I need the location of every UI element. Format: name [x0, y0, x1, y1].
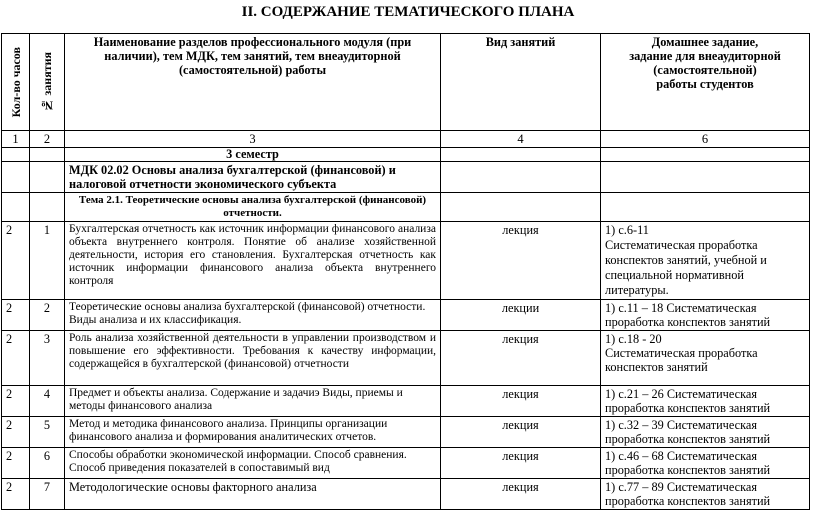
table-row — [2, 300, 810, 331]
header-homework: Домашнее задание, задание для внеаудиторной (самостоятельной) работы студентов — [601, 34, 810, 131]
row-homework: 1) с.11 – 18 Систематическая проработка конспектов занятий — [601, 300, 810, 331]
row-content: Методологические основы факторного анализа — [65, 479, 441, 510]
row-type: лекция — [441, 448, 601, 479]
table-row — [2, 417, 810, 448]
topic-title: Тема 2.1. Теоретические основы анализа бухгалтерской (финансовой) отчетности. — [65, 193, 441, 222]
row-type: лекция — [441, 331, 601, 386]
topic-row — [2, 193, 810, 222]
row-content: Способы обработки экономической информации. Способ сравнения. Способ приведения показателей в сопоставимый вид — [65, 448, 441, 479]
semester-row — [2, 148, 810, 162]
header-lesson-no-label: № занятия — [40, 51, 54, 113]
col-number: 1 — [2, 131, 30, 148]
row-homework: 1) с.18 - 20 Систематическая проработка конспектов занятий — [601, 331, 810, 386]
row-no: 4 — [30, 386, 65, 417]
table-row — [2, 479, 810, 510]
row-content: Теоретические основы анализа бухгалтерской (финансовой) отчетности. Виды анализа и их классификация. — [65, 300, 441, 331]
row-hours: 2 — [2, 417, 30, 448]
row-type: лекция — [441, 386, 601, 417]
header-row — [2, 34, 810, 131]
table-row — [2, 448, 810, 479]
row-content: Роль анализа хозяйственной деятельности в управлении производством и повышение его эффективности. Требования к качеству информации, содержащейся в бухгалтерской (финансовой) отчетности — [65, 331, 441, 386]
row-type: лекция — [441, 417, 601, 448]
row-type: лекция — [441, 479, 601, 510]
row-homework: 1) с.46 – 68 Систематическая проработка конспектов занятий — [601, 448, 810, 479]
row-no: 7 — [30, 479, 65, 510]
row-no: 5 — [30, 417, 65, 448]
row-type: лекция — [441, 222, 601, 300]
row-content: Метод и методика финансового анализа. Принципы организации финансового анализа и формирования аналитических отчетов. — [65, 417, 441, 448]
page-title: II. СОДЕРЖАНИЕ ТЕМАТИЧЕСКОГО ПЛАНА — [241, 4, 575, 20]
row-type: лекции — [441, 300, 601, 331]
row-homework: 1) с.77 – 89 Систематическая проработка конспектов занятий — [601, 479, 810, 510]
header-sections: Наименование разделов профессионального модуля (при наличии), тем МДК, тем занятий, тем внеаудиторной (самостоятельной) работы — [65, 34, 441, 131]
row-hours: 2 — [2, 300, 30, 331]
row-content: Предмет и объекты анализа. Содержание и задачиэ Виды, приемы и методы финансового анализа — [65, 386, 441, 417]
header-hours-label: Кол-во часов — [8, 46, 23, 118]
col-number: 6 — [601, 131, 810, 148]
mdk-title: МДК 02.02 Основы анализа бухгалтерской (финансовой) и налоговой отчетности экономического субъекта — [65, 162, 441, 193]
row-no: 6 — [30, 448, 65, 479]
row-hours: 2 — [2, 479, 30, 510]
row-hours: 2 — [2, 331, 30, 386]
row-no: 3 — [30, 331, 65, 386]
row-homework: 1) с.21 – 26 Систематическая проработка конспектов занятий — [601, 386, 810, 417]
semester-label: 3 семестр — [65, 148, 441, 162]
row-homework: 1) с.32 – 39 Систематическая проработка конспектов занятий — [601, 417, 810, 448]
mdk-row — [2, 162, 810, 193]
header-type: Вид занятий — [441, 34, 601, 131]
row-no: 2 — [30, 300, 65, 331]
header-hours — [2, 34, 30, 131]
table-row — [2, 222, 810, 300]
row-hours: 2 — [2, 448, 30, 479]
col-number: 3 — [65, 131, 441, 148]
row-no: 1 — [30, 222, 65, 300]
table-row — [2, 386, 810, 417]
col-number: 2 — [30, 131, 65, 148]
column-numbers-row — [2, 131, 810, 148]
thematic-plan-table — [1, 33, 810, 510]
row-content: Бухгалтерская отчетность как источник информации финансового анализа объекта внутреннего контроля. Понятие об анализе хозяйственной деятельности, история его становления. Бухгалтерская отчетность как источник информации финансового анализа объекта внутреннего контроля — [65, 222, 441, 300]
col-number: 4 — [441, 131, 601, 148]
row-hours: 2 — [2, 222, 30, 300]
row-homework: 1) с.6-11 Систематическая проработка конспектов занятий, учебной и специальной нормативной литературы. — [601, 222, 810, 300]
header-lesson-no — [30, 34, 65, 131]
table-row — [2, 331, 810, 386]
row-hours: 2 — [2, 386, 30, 417]
